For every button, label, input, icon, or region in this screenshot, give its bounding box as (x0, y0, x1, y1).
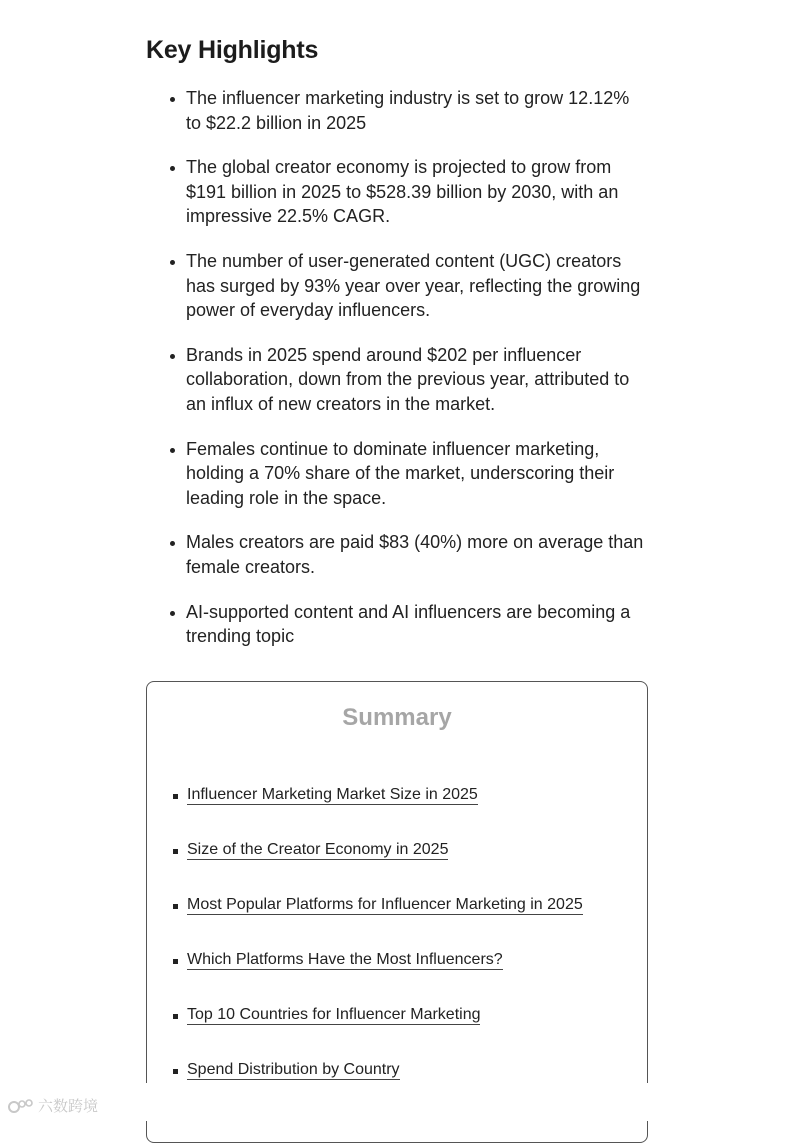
summary-box (146, 681, 648, 1143)
highlight-item: The number of user-generated content (UGC) creators has surged by 93% year over year, reflecting the growing power of everyday influencers. (166, 249, 646, 323)
watermark (8, 1095, 98, 1116)
summary-link-market-size[interactable]: Influencer Marketing Market Size in 2025 (187, 786, 478, 803)
summary-link-popular-platforms[interactable]: Most Popular Platforms for Influencer Marketing in 2025 (187, 896, 583, 913)
highlight-item: The influencer marketing industry is set to grow 12.12% to $22.2 billion in 2025 (166, 86, 646, 135)
summary-list-item (169, 951, 583, 1006)
summary-list-item (169, 896, 583, 951)
highlight-item: AI-supported content and AI influencers are becoming a trending topic (166, 600, 646, 649)
key-highlights-list (166, 86, 646, 669)
summary-list-item (169, 1006, 583, 1061)
summary-link-most-influencers[interactable]: Which Platforms Have the Most Influencers? (187, 951, 503, 968)
summary-title: Summary (342, 704, 452, 731)
summary-link-top-countries[interactable]: Top 10 Countries for Influencer Marketing (187, 1006, 481, 1023)
highlight-item: Females continue to dominate influencer marketing, holding a 70% share of the market, underscoring their leading role in the space. (166, 437, 646, 511)
section-heading: Key Highlights (146, 36, 319, 64)
highlight-item: Males creators are paid $83 (40%) more on average than female creators. (166, 530, 646, 579)
summary-link-creator-economy[interactable]: Size of the Creator Economy in 2025 (187, 841, 449, 858)
highlight-item: Brands in 2025 spend around $202 per influencer collaboration, down from the previous year, attributed to an influx of new creators in the market. (166, 343, 646, 417)
highlight-item: The global creator economy is projected to grow from $191 billion in 2025 to $528.39 billion by 2030, with an impressive 22.5% CAGR. (166, 155, 646, 229)
watermark-text: 六数跨境 (38, 1098, 99, 1115)
watermark-logo-icon (8, 1098, 34, 1114)
bottom-cutoff (0, 1083, 792, 1121)
summary-list-item (169, 841, 583, 896)
summary-list-item (169, 786, 583, 841)
summary-link-spend-distribution[interactable]: Spend Distribution by Country (187, 1061, 400, 1078)
summary-link-list (169, 786, 583, 1116)
